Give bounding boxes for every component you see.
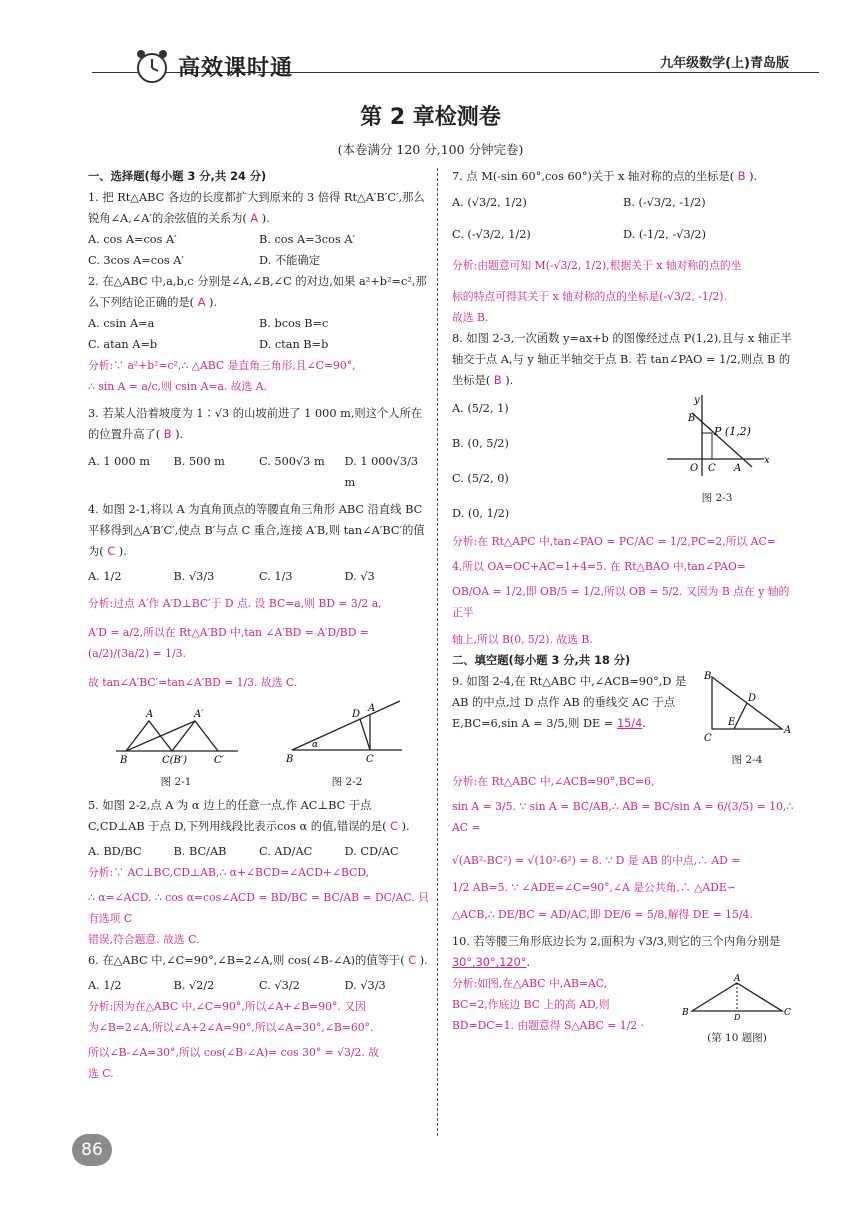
analysis: 故选 B. (452, 311, 489, 324)
svg-text:B: B (120, 755, 128, 765)
question-7: 7. 点 M(-sin 60°,cos 60°)关于 x 轴对称的点的坐标是( B ). (452, 170, 758, 183)
answer: 30°,30°,120° (452, 956, 527, 969)
svg-text:C: C (366, 754, 374, 765)
q9-block (452, 671, 794, 771)
figure-caption: 图 2-1 (160, 776, 192, 788)
svg-text:α: α (312, 740, 319, 750)
options: A. 1 000 m B. 500 m C. 500√3 m D. 1 000√3/3 m (88, 455, 419, 489)
figure-2-3 (662, 391, 772, 481)
question-10: 10. 若等腰三角形底边长为 2,面积为 √3/3,则它的三个内角分别是 30°,30°,120°. (452, 935, 781, 969)
svg-text:C: C (708, 463, 716, 474)
question-9: 9. 如图 2-4,在 Rt△ABC 中,∠ACB=90°,D 是 AB 的中点,过 D 点作 AB 的垂线交 AC 于点 E,BC=6,sin A = 3/5,则 DE = 15/4. (452, 675, 687, 730)
question-3: 3. 若某人沿着坡度为 1∶√3 的山坡前进了 1 000 m,则这个人所在的位置升高了( B ). (88, 407, 423, 441)
figure-2-4 (702, 671, 792, 743)
question-1: 1. 把 Rt△ABC 各边的长度都扩大到原来的 3 倍得 Rt△A′B′C′,那么锐角∠A,∠A′的余弦值的关系为( A ). (88, 191, 425, 225)
analysis: BD=DC=1. 由题意得 S△ABC = 1/2 · (452, 1019, 644, 1032)
analysis: OB/OA = 1/2,即 OB/5 = 1/2,所以 OB = 5/2. 又因为 B 点在 y 轴的正半 (452, 585, 790, 619)
q10-block (452, 973, 794, 1049)
answer: C (390, 820, 399, 833)
answer: 15/4 (616, 717, 643, 730)
svg-text:A: A (368, 703, 376, 714)
options: A. (5/2, 1) B. (0, 5/2) C. (5/2, 0) D. (0, 1/2) (452, 402, 510, 520)
figures-2-1-2-2 (88, 695, 430, 793)
figure-caption: 图 2-4 (731, 754, 763, 766)
section-heading: 一、选择题(每小题 3 分,共 24 分) (88, 170, 267, 183)
alarm-clock-icon (132, 46, 172, 86)
svg-text:E: E (728, 717, 736, 728)
column-divider (437, 168, 438, 1136)
svg-text:A: A (784, 725, 792, 736)
figure-caption: 图 2-3 (701, 492, 733, 504)
figure-caption: 图 2-2 (331, 776, 363, 788)
question-5: 5. 如图 2-2,点 A 为 α 边上的任意一点,作 AC⊥BC 于点 C,CD⊥AB 于点 D,下列用线段比表示cos α 的值,错误的是( C ). (88, 799, 410, 833)
analysis: 标的特点可得其关于 x 轴对称的点的坐标是(-√3/2, -1/2). (452, 290, 727, 303)
analysis: 分析:如图,在△ABC 中,AB=AC, (452, 977, 608, 990)
svg-text:A: A (146, 709, 154, 720)
section-heading: 二、填空题(每小题 3 分,共 18 分) (452, 654, 631, 667)
analysis: 分析:因为在△ABC 中,∠C=90°,所以∠A+∠B=90°. 又因 (88, 1000, 366, 1013)
left-column (88, 166, 430, 1084)
answer: A (197, 296, 206, 309)
svg-text:B: B (286, 754, 294, 765)
question-6: 6. 在△ABC 中,∠C=90°,∠B=2∠A,则 cos(∠B-∠A)的值等于( C ). (88, 954, 428, 967)
svg-text:C: C (784, 1008, 791, 1018)
analysis: 1/2 AB=5. ∵ ∠ADE=∠C=90°,∠A 是公共角,∴ △ADE∽ (452, 881, 736, 894)
analysis: 选 C. (88, 1067, 114, 1080)
svg-text:y: y (694, 395, 700, 406)
svg-text:D: D (352, 709, 361, 720)
answer: B (493, 374, 502, 387)
options: A. cos A=cos A′ B. cos A=3cos A′ C. 3cos A=cos A′ D. 不能确定 (88, 233, 356, 267)
svg-text:B: B (682, 1008, 689, 1018)
svg-text:D: D (734, 1013, 741, 1021)
figure-q10 (682, 973, 792, 1021)
svg-text:C: C (704, 733, 712, 743)
analysis: 分析:过点 A′作 A′D⊥BC′于 D 点. 设 BC=a,则 BD = 3/2 a, (88, 597, 382, 610)
analysis: 分析:∵ a²+b²=c²,∴ △ABC 是直角三角形,且∠C=90°, (88, 359, 356, 372)
analysis: 为∠B=2∠A,所以∠A+2∠A=90°,所以∠A=30°,∠B=60°. (88, 1021, 374, 1034)
svg-text:x: x (764, 455, 770, 466)
svg-text:D: D (748, 693, 757, 704)
analysis: sin A = 3/5. ∵ sin A = BC/AB,∴ AB = BC/sin A = 6/(3/5) = 10,∴ AC = (452, 800, 794, 834)
analysis: 分析:在 Rt△APC 中,tan∠PAO = PC/AC = 1/2,PC=2,所以 AC= (452, 535, 776, 548)
svg-text:B: B (688, 413, 696, 424)
svg-text:C(B′): C(B′) (162, 755, 188, 765)
options: A. 1/2 B. √3/3 C. 1/3 D. √3 (88, 570, 375, 583)
svg-text:P (1,2): P (1,2) (714, 425, 751, 438)
answer: C (107, 545, 116, 558)
svg-text:O: O (690, 463, 699, 474)
question-4: 4. 如图 2-1,将以 A 为直角顶点的等腰直角三角形 ABC 沿直线 BC 平移得到△A′B′C′,使点 B′与点 C 重合,连接 A′B,则 tan∠A′BC′的值为( C ). (88, 503, 425, 558)
svg-text:B: B (704, 671, 712, 682)
question-2: 2. 在△ABC 中,a,b,c 分别是∠A,∠B,∠C 的对边,如果 a²+b²=c²,那么下列结论正确的是( A ). (88, 275, 427, 309)
analysis: 4,所以 OA=OC+AC=1+4=5. 在 Rt△BAO 中,tan∠PAO= (452, 560, 746, 573)
answer: C (408, 954, 417, 967)
analysis: 错误,符合题意. 故选 C. (88, 933, 200, 946)
analysis: 所以∠B-∠A=30°,所以 cos(∠B-∠A)= cos 30° = √3/2. 故 (88, 1046, 380, 1059)
figure-2-2 (282, 695, 412, 765)
figure-2-1 (106, 705, 246, 765)
page-number: 86 (72, 1134, 112, 1166)
options: A. csin A=a B. bcos B=c C. atan A=b D. ctan B=b (88, 317, 329, 351)
analysis: 轴上,所以 B(0, 5/2). 故选 B. (452, 633, 593, 646)
page-subtitle: (本卷满分 120 分,100 分钟完卷) (337, 142, 524, 157)
analysis: △ACB,∴ DE/BC = AD/AC,即 DE/6 = 5/8,解得 DE = 15/4. (452, 908, 753, 921)
grade-label: 九年级数学(上)青岛版 (660, 56, 789, 71)
analysis: ∴ sin A = a/c,则 csin A=a. 故选 A. (88, 380, 267, 393)
question-8: 8. 如图 2-3,一次函数 y=ax+b 的图像经过点 P(1,2),且与 x 轴正半轴交于点 A,与 y 轴正半轴交于点 B. 若 tan∠PAO = 1/2,则点 B 的坐标是( B ). (452, 332, 792, 387)
answer: A (250, 212, 259, 225)
analysis: 故 tan∠A′BC′=tan∠A′BD = 1/3. 故选 C. (88, 676, 298, 689)
answer: B (163, 428, 172, 441)
right-column (452, 166, 794, 1049)
analysis: 分析:由题意可知 M(-√3/2, 1/2),根据关于 x 轴对称的点的坐 (452, 259, 742, 272)
page-title: 第 2 章检测卷 (360, 105, 501, 130)
svg-text:A: A (734, 974, 741, 984)
analysis: 分析:在 Rt△ABC 中,∠ACB=90°,BC=6, (452, 775, 655, 788)
q8-options-figure (452, 391, 794, 531)
brand-name: 高效课时通 (178, 55, 294, 81)
analysis: A′D = a/2,所以在 Rt△A′BD 中,tan ∠A′BD = A′D/BD = (a/2)/(3a/2) = 1/3. (88, 626, 369, 660)
analysis: BC=2,作底边 BC 上的高 AD,则 (452, 998, 610, 1011)
analysis: ∴ α=∠ACD. ∴ cos α=cos∠ACD = BD/BC = BC/AB = DC/AC. 只有选项 C (88, 891, 429, 925)
options: A. 1/2 B. √2/2 C. √3/2 D. √3/3 (88, 979, 386, 992)
options: A. BD/BC B. BC/AB C. AD/AC D. CD/AC (88, 845, 399, 858)
svg-text:C′: C′ (214, 755, 224, 765)
answer: B (737, 170, 746, 183)
brand (132, 46, 293, 86)
options: A. (√3/2, 1/2) B. (-√3/2, -1/2) C. (-√3/2, 1/2) D. (-1/2, -√3/2) (452, 196, 707, 241)
analysis: √(AB²-BC²) = √(10²-6²) = 8. ∵ D 是 AB 的中点,∴ AD = (452, 854, 741, 867)
figure-caption: (第 10 题图) (707, 1032, 767, 1044)
analysis: 分析:∵ AC⊥BC,CD⊥AB,∴ α+∠BCD=∠ACD+∠BCD, (88, 866, 370, 879)
svg-text:A: A (734, 463, 742, 474)
svg-text:A′: A′ (194, 709, 204, 720)
